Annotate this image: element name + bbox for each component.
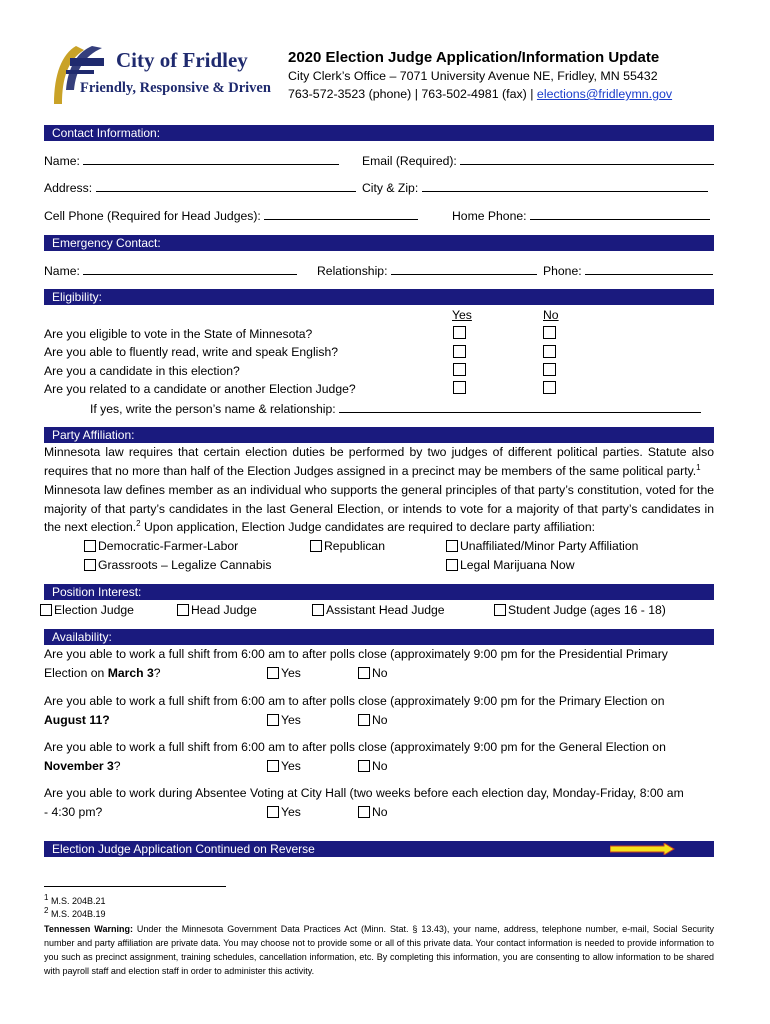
q1-yes-checkbox[interactable] (453, 326, 466, 339)
home-row (452, 208, 710, 223)
q1-no-option[interactable]: No (358, 666, 388, 680)
footnote-ref-1: 1 (696, 462, 701, 472)
q3-yes-option[interactable]: Yes (267, 759, 301, 773)
q3-avail-no-checkbox[interactable] (358, 760, 370, 772)
section-contact: Contact Information: (44, 125, 714, 141)
avail-q3-line2: November 3? (44, 759, 121, 773)
legal-marijuana-checkbox[interactable] (446, 559, 458, 571)
q4-avail-no-checkbox[interactable] (358, 806, 370, 818)
footnote-1: $^1$ M.S. 204B.21 (44, 893, 106, 906)
followup-field[interactable] (339, 401, 701, 413)
em-name-field[interactable] (83, 263, 297, 275)
q3-avail-yes-checkbox[interactable] (267, 760, 279, 772)
avail-q4-line2: - 4:30 pm? (44, 805, 103, 819)
avail-q4-line1: Are you able to work during Absentee Voting at City Hall (two weeks before each election day, Monday-Friday, 8:00 am (44, 786, 684, 800)
office-address: City Clerk’s Office – 7071 University Avenue NE, Fridley, MN 55432 (288, 69, 658, 83)
email-field[interactable] (460, 153, 714, 165)
eligibility-question: Are you able to fluently read, write and speak English? (44, 345, 339, 359)
eligibility-question: Are you a candidate in this election? (44, 364, 240, 378)
avail-q1-line2: Election on March 3? (44, 666, 161, 680)
continued-label: Election Judge Application Continued on Reverse (52, 842, 315, 856)
position-student-judge[interactable]: Student Judge (ages 16 - 18) (494, 603, 666, 617)
name-row (44, 153, 339, 168)
party-option-legal-marijuana[interactable]: Legal Marijuana Now (446, 558, 575, 572)
q2-yes-checkbox[interactable] (453, 345, 466, 358)
continued-bar (44, 841, 714, 857)
head-judge-checkbox[interactable] (177, 604, 189, 616)
q1-avail-no-checkbox[interactable] (358, 667, 370, 679)
footnote-ref-2: 2 (136, 519, 141, 529)
q4-yes-option[interactable]: Yes (267, 805, 301, 819)
city-zip-field[interactable] (422, 180, 708, 192)
tennessen-warning: Tennessen Warning: Under the Minnesota Government Data Practices Act (Minn. Stat. § 13.43), your name, address, telephone number, e-mail, Social Security number and party affiliation are private data. You may choose not to provide some or all of this private data. Your contact information is needed to provide information to you such as precinct assignment, training schedules, cancellation information, etc. By completing this information, you are consenting to allow information to be shared with payroll staff and election staff in order to administer this activity. (44, 924, 714, 976)
em-phone-row (543, 263, 713, 278)
q3-no-option[interactable]: No (358, 759, 388, 773)
address-label: Address: (44, 181, 93, 195)
position-assistant-head-judge[interactable]: Assistant Head Judge (312, 603, 445, 617)
phone-fax: 763-572-3523 (phone) | 763-502-4981 (fax) | (288, 87, 537, 101)
address-field[interactable] (96, 180, 356, 192)
student-judge-checkbox[interactable] (494, 604, 506, 616)
q4-avail-yes-checkbox[interactable] (267, 806, 279, 818)
em-relationship-field[interactable] (391, 263, 537, 275)
logo-tagline: Friendly, Responsive & Driven (80, 80, 271, 96)
em-phone-field[interactable] (585, 263, 713, 275)
followup-label: If yes, write the person’s name & relationship: (90, 402, 336, 416)
unaffiliated-checkbox[interactable] (446, 540, 458, 552)
eligibility-question: Are you eligible to vote in the State of Minnesota? (44, 327, 313, 341)
arrow-right-icon (610, 843, 676, 855)
footnote-separator (44, 886, 226, 887)
home-label: Home Phone: (452, 209, 527, 223)
q2-avail-no-checkbox[interactable] (358, 714, 370, 726)
email-link[interactable]: elections@fridleymn.gov (536, 87, 673, 101)
section-eligibility: Eligibility: (44, 289, 714, 305)
party-option-republican[interactable]: Republican (310, 539, 385, 553)
q4-no-checkbox[interactable] (543, 381, 556, 394)
address-row (44, 180, 356, 195)
section-position: Position Interest: (44, 584, 714, 600)
q2-avail-yes-checkbox[interactable] (267, 714, 279, 726)
q3-yes-checkbox[interactable] (453, 363, 466, 376)
q2-no-option[interactable]: No (358, 713, 388, 727)
section-party: Party Affiliation: (44, 427, 714, 443)
city-label: City & Zip: (362, 181, 419, 195)
q2-no-checkbox[interactable] (543, 345, 556, 358)
party-paragraph-2: Minnesota law defines member as an individual who supports the general principles of that party’s constitution, voted for the majority of that party’s candidates in the last General Election, or intends to vote for a majority of that party’s candidates in the next election.$^2$ Upon application, Election Judge candidates are required to declare party affiliation: (44, 483, 714, 535)
name-field[interactable] (83, 153, 339, 165)
eligibility-question: Are you related to a candidate or another Election Judge? (44, 382, 356, 396)
section-availability: Availability: (44, 629, 714, 645)
section-emergency: Emergency Contact: (44, 235, 714, 251)
cell-phone-field[interactable] (264, 208, 418, 220)
form-title: 2020 Election Judge Application/Information Update (288, 49, 660, 66)
republican-checkbox[interactable] (310, 540, 322, 552)
email-label: Email (Required): (362, 154, 457, 168)
dfl-checkbox[interactable] (84, 540, 96, 552)
logo-name: City of Fridley (116, 48, 248, 72)
q4-yes-checkbox[interactable] (453, 381, 466, 394)
q1-avail-yes-checkbox[interactable] (267, 667, 279, 679)
logo-swoosh-icon (48, 44, 108, 108)
assistant-head-judge-checkbox[interactable] (312, 604, 324, 616)
cell-label: Cell Phone (Required for Head Judges): (44, 209, 261, 223)
footnote-2: $^2$ M.S. 204B.19 (44, 906, 106, 919)
party-option-grassroots[interactable]: Grassroots – Legalize Cannabis (84, 558, 271, 572)
avail-q2-line1: Are you able to work a full shift from 6:00 am to after polls close (approximately 9:00 pm for the Primary Election on (44, 694, 665, 708)
avail-q3-line1: Are you able to work a full shift from 6:00 am to after polls close (approximately 9:00 pm for the General Election on (44, 740, 666, 754)
position-head-judge[interactable]: Head Judge (177, 603, 257, 617)
city-logo (48, 44, 274, 108)
q1-yes-option[interactable]: Yes (267, 666, 301, 680)
em-phone-label: Phone: (543, 264, 582, 278)
em-name-label: Name: (44, 264, 80, 278)
position-election-judge[interactable]: Election Judge (40, 603, 134, 617)
q1-no-checkbox[interactable] (543, 326, 556, 339)
party-option-dfl[interactable]: Democratic-Farmer-Labor (84, 539, 238, 553)
city-row (362, 180, 708, 195)
no-header: No (543, 308, 559, 322)
avail-q1-line1: Are you able to work a full shift from 6:00 am to after polls close (approximately 9:00 pm for the Presidential Primary (44, 647, 668, 661)
em-name-row (44, 263, 297, 278)
cell-row (44, 208, 418, 223)
avail-q2-line2: August 11? (44, 713, 110, 727)
yes-header: Yes (452, 308, 472, 322)
home-phone-field[interactable] (530, 208, 710, 220)
q2-yes-option[interactable]: Yes (267, 713, 301, 727)
grassroots-checkbox[interactable] (84, 559, 96, 571)
email-row (362, 153, 714, 168)
election-judge-checkbox[interactable] (40, 604, 52, 616)
party-option-unaffiliated[interactable]: Unaffiliated/Minor Party Affiliation (446, 539, 638, 553)
name-label: Name: (44, 154, 80, 168)
q4-no-option[interactable]: No (358, 805, 388, 819)
em-relationship-row (317, 263, 537, 278)
party-paragraph-1: Minnesota law requires that certain election duties be performed by two judges of different political parties. Statute also requires that no more than half of the Election Judges assigned in a precinct may be members of the same political party.$^1$ (44, 445, 714, 478)
relationship-followup (90, 401, 701, 416)
q3-no-checkbox[interactable] (543, 363, 556, 376)
contact-numbers (288, 87, 672, 101)
em-relationship-label: Relationship: (317, 264, 388, 278)
